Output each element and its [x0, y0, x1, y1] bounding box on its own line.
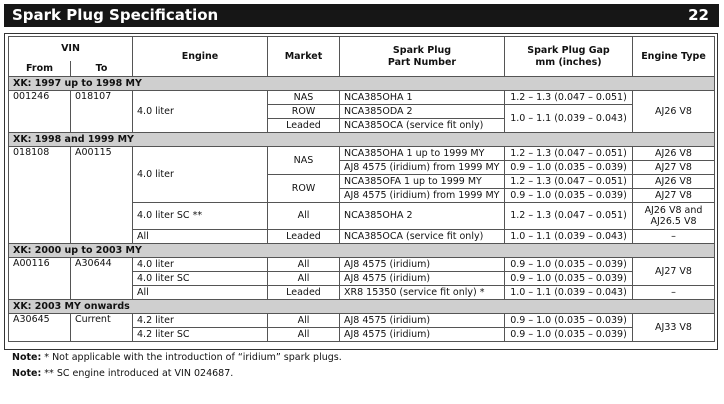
- page-number: 22: [688, 6, 709, 24]
- col-gap: Spark Plug Gap mm (inches): [505, 37, 633, 77]
- title-bar: [4, 4, 719, 27]
- table-row: All Leaded XR8 15350 (service fit only) * 1.0 – 1.1 (0.039 – 0.043) –: [9, 286, 715, 300]
- col-engine: Engine: [133, 37, 268, 77]
- col-to: To: [71, 61, 133, 77]
- table-row: AJ8 4575 (iridium) from 1999 MY 0.9 – 1.0 (0.035 – 0.039) AJ27 V8: [9, 161, 715, 175]
- table-row: All Leaded NCA385OCA (service fit only) 1.0 – 1.1 (0.039 – 0.043) –: [9, 230, 715, 244]
- col-part: Spark Plug Part Number: [340, 37, 505, 77]
- table-row: AJ8 4575 (iridium) from 1999 MY 0.9 – 1.0 (0.035 – 0.039) AJ27 V8: [9, 189, 715, 203]
- col-type: Engine Type: [633, 37, 715, 77]
- table-row: ROW NCA385ODA 2 1.0 – 1.1 (0.039 – 0.043): [9, 105, 715, 119]
- col-vin: VIN: [9, 37, 133, 62]
- col-market: Market: [268, 37, 340, 77]
- section-header: XK: 2003 MY onwards: [9, 300, 715, 314]
- table-row: 4.2 liter SC All AJ8 4575 (iridium) 0.9 – 1.0 (0.035 – 0.039): [9, 328, 715, 342]
- section-header: XK: 1997 up to 1998 MY: [9, 77, 715, 91]
- table-row: Leaded NCA385OCA (service fit only): [9, 119, 715, 133]
- table-row: A00116 A30644 4.0 liter All AJ8 4575 (iridium) 0.9 – 1.0 (0.035 – 0.039) AJ27 V8: [9, 258, 715, 272]
- table-row: 001246 018107 4.0 liter NAS NCA385OHA 1 1.2 – 1.3 (0.047 – 0.051) AJ26 V8: [9, 91, 715, 105]
- note-2: Note: ** SC engine introduced at VIN 024687.: [12, 368, 234, 379]
- section-header: XK: 1998 and 1999 MY: [9, 133, 715, 147]
- page-title: Spark Plug Specification: [12, 6, 219, 24]
- col-from: From: [9, 61, 71, 77]
- table-row: 018108 A00115 4.0 liter NAS NCA385OHA 1 up to 1999 MY 1.2 – 1.3 (0.047 – 0.051) AJ26 V8: [9, 147, 715, 161]
- table-row: 4.0 liter SC All AJ8 4575 (iridium) 0.9 – 1.0 (0.035 – 0.039): [9, 272, 715, 286]
- section-header: XK: 2000 up to 2003 MY: [9, 244, 715, 258]
- note-1: Note: * Not applicable with the introduction of “iridium” spark plugs.: [12, 352, 342, 363]
- table-row: ROW NCA385OFA 1 up to 1999 MY 1.2 – 1.3 (0.047 – 0.051) AJ26 V8: [9, 175, 715, 189]
- spec-table: [8, 36, 715, 342]
- table-row: A30645 Current 4.2 liter All AJ8 4575 (iridium) 0.9 – 1.0 (0.035 – 0.039) AJ33 V8: [9, 314, 715, 328]
- table-row: 4.0 liter SC ** All NCA385OHA 2 1.2 – 1.3 (0.047 – 0.051) AJ26 V8 and AJ26.5 V8: [9, 203, 715, 230]
